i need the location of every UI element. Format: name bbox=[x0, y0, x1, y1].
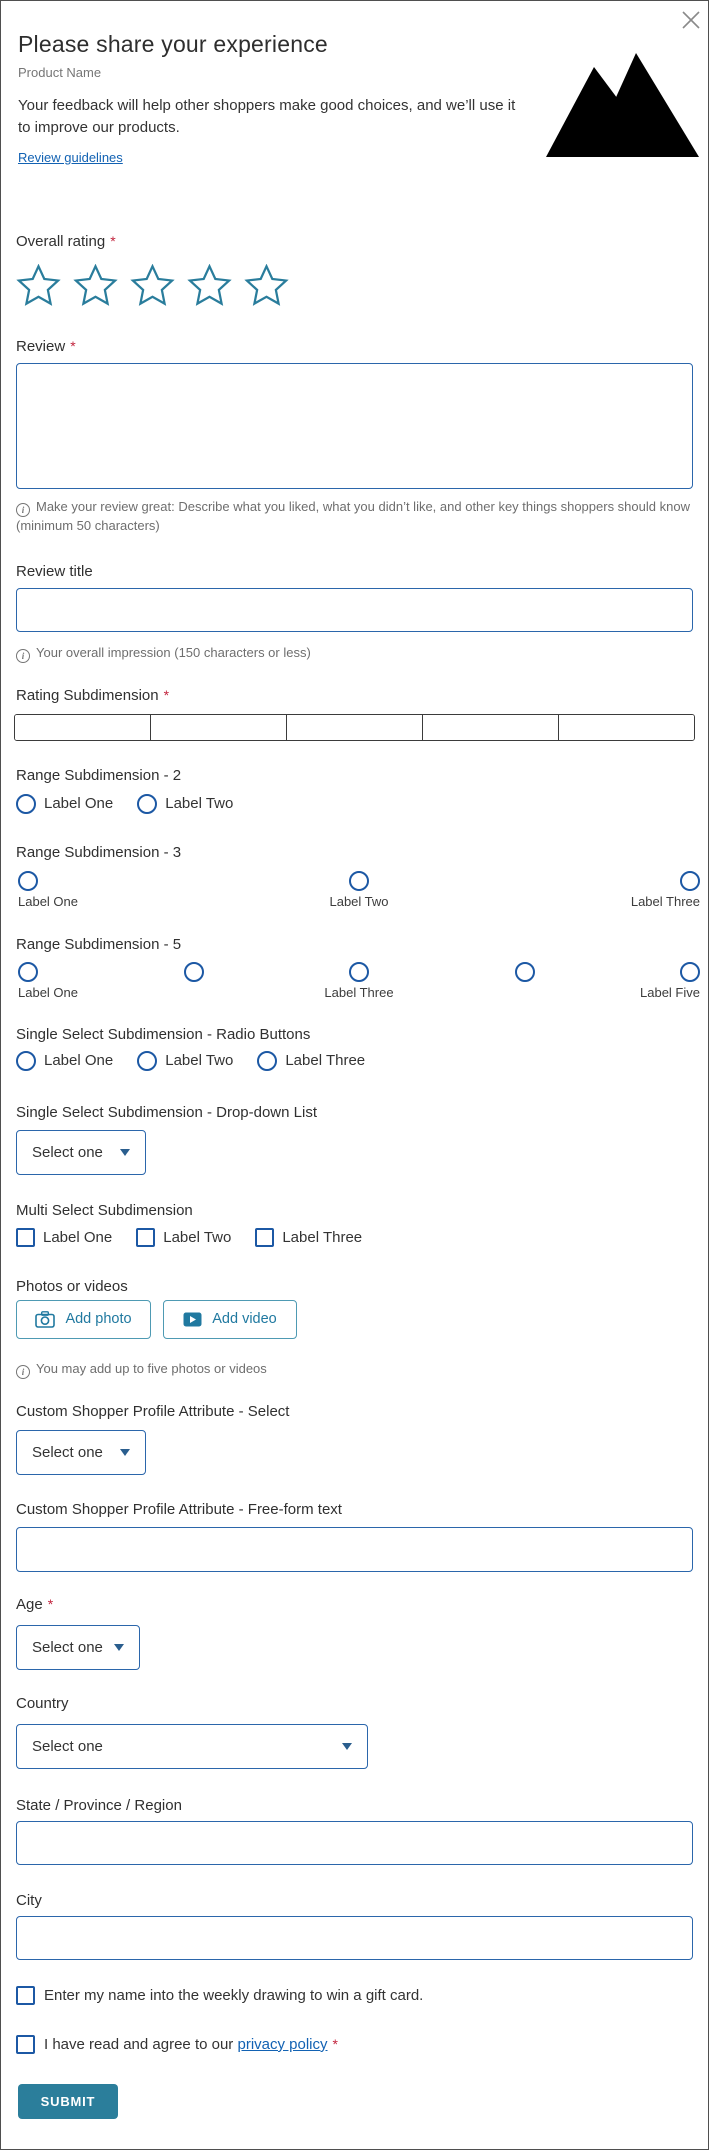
state-input[interactable] bbox=[16, 1821, 693, 1865]
country-label: Country bbox=[16, 1694, 69, 1712]
review-textarea[interactable] bbox=[16, 363, 693, 489]
submit-button[interactable]: SUBMIT bbox=[18, 2084, 118, 2119]
sweepstakes-label[interactable]: Enter my name into the weekly drawing to win a gift card. bbox=[44, 1986, 424, 2004]
modal-header bbox=[1, 1, 708, 167]
custom-attribute-select[interactable] bbox=[16, 1430, 146, 1475]
video-icon bbox=[183, 1312, 202, 1327]
range-option-label: Label One bbox=[18, 984, 78, 1000]
rating-bar-segment-3[interactable] bbox=[286, 715, 422, 740]
rating-bar-segment-2[interactable] bbox=[150, 715, 286, 740]
required-asterisk: * bbox=[163, 686, 170, 703]
page-title: Please share your experience bbox=[18, 31, 328, 57]
city-label: City bbox=[16, 1891, 42, 1909]
range-option-label: Label Two bbox=[329, 893, 389, 909]
star-icon[interactable] bbox=[244, 264, 289, 308]
sweepstakes-row bbox=[1, 1986, 708, 2005]
star-icon[interactable] bbox=[16, 264, 61, 308]
chevron-down-icon bbox=[120, 1149, 130, 1156]
info-icon bbox=[16, 649, 30, 663]
single-select-radio-label: Single Select Subdimension - Radio Buttons bbox=[16, 1025, 311, 1043]
custom-text-label: Custom Shopper Profile Attribute - Free-form text bbox=[16, 1500, 342, 1518]
rating-bar-segment-5[interactable] bbox=[558, 715, 694, 740]
chevron-down-icon bbox=[342, 1743, 352, 1750]
terms-row bbox=[1, 2035, 708, 2054]
overall-rating-label: Overall rating * bbox=[16, 232, 116, 250]
radio-button[interactable] bbox=[16, 1051, 36, 1071]
section-overall-rating bbox=[1, 233, 708, 308]
radio-button[interactable] bbox=[137, 794, 157, 814]
radio-button[interactable] bbox=[18, 871, 38, 891]
rating-subdimension-label: Rating Subdimension * bbox=[16, 686, 170, 704]
checkbox-option-label[interactable]: Label Three bbox=[282, 1228, 363, 1246]
multi-select-label: Multi Select Subdimension bbox=[16, 1201, 193, 1219]
subdimension-select[interactable] bbox=[16, 1130, 146, 1175]
section-single-select-dropdown bbox=[1, 1104, 708, 1175]
section-range-5 bbox=[1, 936, 708, 1000]
section-custom-text bbox=[1, 1501, 708, 1572]
camera-icon bbox=[35, 1311, 55, 1328]
star-icon[interactable] bbox=[187, 264, 232, 308]
required-asterisk: * bbox=[70, 337, 76, 354]
privacy-policy-link[interactable]: privacy policy bbox=[237, 2035, 328, 2053]
checkbox[interactable] bbox=[255, 1228, 274, 1247]
radio-button[interactable] bbox=[680, 962, 700, 982]
radio-button[interactable] bbox=[137, 1051, 157, 1071]
single-select-dropdown-label: Single Select Subdimension - Drop-down List bbox=[16, 1103, 317, 1121]
close-icon[interactable] bbox=[678, 7, 704, 33]
star-icon[interactable] bbox=[73, 264, 118, 308]
radio-button[interactable] bbox=[257, 1051, 277, 1071]
intro-text: Your feedback will help other shoppers make good choices, and we’ll use it to improve our products. bbox=[18, 97, 516, 136]
checkbox[interactable] bbox=[16, 1228, 35, 1247]
checkbox[interactable] bbox=[136, 1228, 155, 1247]
review-guidelines-link[interactable]: Review guidelines bbox=[18, 149, 123, 165]
terms-checkbox[interactable] bbox=[16, 2035, 35, 2054]
section-rating-subdimension bbox=[1, 687, 708, 741]
radio-option-label[interactable]: Label One bbox=[44, 795, 114, 813]
add-photo-button[interactable] bbox=[16, 1300, 151, 1339]
select-value: Select one bbox=[32, 1638, 103, 1656]
section-review-title bbox=[1, 563, 708, 663]
chevron-down-icon bbox=[120, 1449, 130, 1456]
section-age bbox=[1, 1596, 708, 1670]
required-asterisk: * bbox=[110, 232, 116, 249]
radio-option-label[interactable]: Label One bbox=[44, 1052, 114, 1070]
checkbox-option-label[interactable]: Label Two bbox=[163, 1228, 232, 1246]
sweepstakes-checkbox[interactable] bbox=[16, 1986, 35, 2005]
review-helper: iMake your review great: Describe what you liked, what you didn’t like, and other key things shoppers should know (minimum 50 characters) bbox=[16, 498, 693, 535]
star-rating-input bbox=[16, 264, 693, 308]
info-icon bbox=[16, 1365, 30, 1379]
radio-button[interactable] bbox=[680, 871, 700, 891]
section-state bbox=[1, 1797, 708, 1865]
section-review bbox=[1, 338, 708, 535]
range-option-label: Label Three bbox=[630, 893, 700, 909]
radio-button[interactable] bbox=[349, 962, 369, 982]
info-icon bbox=[16, 503, 30, 517]
range-2-label: Range Subdimension - 2 bbox=[16, 766, 182, 784]
section-range-2 bbox=[1, 767, 708, 814]
required-asterisk: * bbox=[47, 1595, 54, 1612]
terms-label: I have read and agree to our privacy policy * bbox=[44, 2035, 338, 2053]
range-5-label: Range Subdimension - 5 bbox=[16, 935, 182, 953]
review-label: Review * bbox=[16, 337, 76, 355]
select-value: Select one bbox=[32, 1443, 103, 1461]
section-custom-select bbox=[1, 1403, 708, 1475]
add-video-button[interactable] bbox=[163, 1300, 297, 1339]
radio-option-label[interactable]: Label Three bbox=[285, 1052, 366, 1070]
age-label: Age * bbox=[16, 1595, 54, 1613]
review-title-input[interactable] bbox=[16, 588, 693, 632]
add-photo-label: Add photo bbox=[65, 1311, 132, 1328]
radio-button[interactable] bbox=[18, 962, 38, 982]
custom-attribute-input[interactable] bbox=[16, 1527, 693, 1572]
select-value: Select one bbox=[32, 1737, 103, 1755]
review-title-helper: iYour overall impression (150 characters or less) bbox=[16, 644, 693, 663]
range-3-label: Range Subdimension - 3 bbox=[16, 843, 182, 861]
product-image-placeholder-icon bbox=[545, 53, 699, 158]
radio-option-label[interactable]: Label Two bbox=[165, 1052, 234, 1070]
chevron-down-icon bbox=[114, 1644, 124, 1651]
country-select[interactable] bbox=[16, 1724, 368, 1769]
radio-button[interactable] bbox=[184, 962, 204, 982]
rating-bar-segment-4[interactable] bbox=[422, 715, 558, 740]
radio-button[interactable] bbox=[515, 962, 535, 982]
rating-segment-bar bbox=[14, 714, 695, 741]
section-multi-select bbox=[1, 1202, 708, 1247]
radio-button[interactable] bbox=[16, 794, 36, 814]
section-photos-videos bbox=[1, 1278, 708, 1379]
checkbox-option-label[interactable]: Label One bbox=[43, 1228, 113, 1246]
add-video-label: Add video bbox=[212, 1311, 277, 1328]
section-city bbox=[1, 1892, 708, 1960]
state-label: State / Province / Region bbox=[16, 1796, 182, 1814]
city-input[interactable] bbox=[16, 1916, 693, 1960]
photos-helper: iYou may add up to five photos or videos bbox=[16, 1360, 693, 1379]
section-range-3 bbox=[1, 844, 708, 909]
photos-videos-label: Photos or videos bbox=[16, 1277, 128, 1295]
product-name: Product Name bbox=[18, 65, 102, 80]
section-single-select-radio bbox=[1, 1026, 708, 1071]
range-option-label: Label Five bbox=[640, 984, 700, 1000]
star-icon[interactable] bbox=[130, 264, 175, 308]
radio-option-label[interactable]: Label Two bbox=[165, 795, 234, 813]
review-title-label: Review title bbox=[16, 562, 93, 580]
required-asterisk: * bbox=[332, 2035, 338, 2052]
range-option-label: Label One bbox=[18, 893, 78, 909]
age-select[interactable] bbox=[16, 1625, 140, 1670]
range-option-label: Label Three bbox=[324, 984, 394, 1000]
radio-button[interactable] bbox=[349, 871, 369, 891]
custom-select-label: Custom Shopper Profile Attribute - Select bbox=[16, 1402, 290, 1420]
rating-bar-segment-1[interactable] bbox=[15, 715, 150, 740]
section-country bbox=[1, 1695, 708, 1769]
select-value: Select one bbox=[32, 1143, 103, 1161]
